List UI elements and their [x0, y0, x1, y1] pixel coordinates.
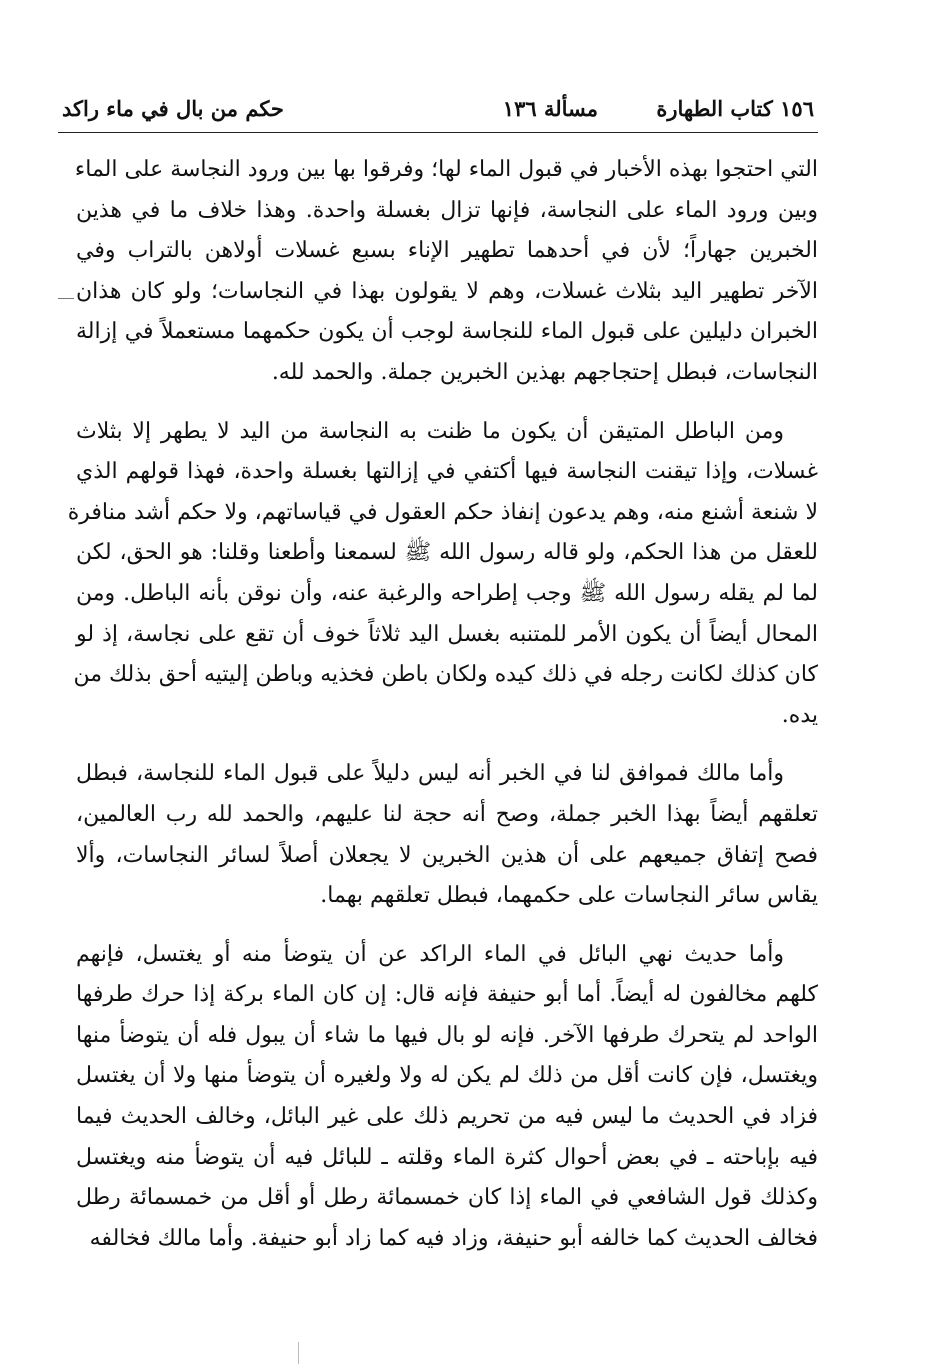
paragraph	[76, 935, 818, 1260]
issue-number: مسألة ١٣٦	[502, 96, 598, 121]
text-line: فزاد في الحديث ما ليس فيه من تحريم ذلك على غير البائل، وخالف الحديث فيما	[76, 1104, 818, 1130]
main-text	[67, 150, 818, 1259]
text-line: الآخر تطهير اليد بثلاث غسلات، وهم لا يقولون بهذا في النجاسات؛ ولو كان هذان	[76, 278, 818, 304]
text-line: ويغتسل، فإن كانت أقل من ذلك لم يكن له ولا ولغيره أن يتوضأ منها ولا أن يغتسل	[76, 1063, 818, 1089]
text-line: التي احتجوا بهذه الأخبار في قبول الماء لها؛ وفرقوا بها بين ورود النجاسة على الماء	[74, 157, 818, 182]
running-header	[58, 92, 818, 133]
text-line: وأما مالك فموافق لنا في الخبر أنه ليس دليلاً على قبول الماء للنجاسة، فبطل	[76, 761, 784, 787]
margin-tick	[58, 298, 74, 299]
paragraph	[67, 412, 818, 737]
text-line: فصح إتفاق جميعهم على أن هذين الخبرين لا يجعلان أصلاً لسائر النجاسات، وألا	[76, 842, 818, 868]
scan-artifact-line	[298, 1342, 299, 1364]
text-line: يقاس سائر النجاسات على حكمهما، فبطل تعلقهم بهما.	[320, 883, 818, 909]
text-line: الواحد لم يتحرك طرفها الآخر. فإنه لو بال فيها ما شاء أن يبول فله أن يتوضأ منها	[76, 1022, 818, 1048]
text-line: كلهم مخالفون له أيضاً. أما أبو حنيفة فإنه قال: إن كان الماء بركة إذا حرك طرفها	[76, 982, 818, 1008]
text-line: وأما حديث نهي البائل في الماء الراكد عن أن يتوضأ منه أو يغتسل، فإنهم	[76, 941, 784, 967]
text-line: الخبرين جهاراً؛ لأن في أحدهما تطهير الإناء بسبع غسلات أولاهن بالتراب وفي	[76, 238, 818, 264]
section-topic: حكم من بال في ماء راكد	[62, 96, 284, 121]
text-line: فيه بإباحته ـ في بعض أحوال كثرة الماء وقلته ـ للبائل فيه أن يتوضأ منه ويغتسل	[76, 1144, 818, 1170]
text-line: لما لم يقله رسول الله ﷺ وجب إطراحه والرغبة عنه، وأن نوقن بأنه الباطل. ومن	[76, 580, 818, 606]
text-line: للعقل من هذا الحكم، ولو قاله رسول الله ﷺ لسمعنا وأطعنا وقلنا: هو الحق، لكن	[76, 540, 818, 566]
page-number-and-book-title: ١٥٦ كتاب الطهارة	[656, 96, 814, 121]
text-line: ومن الباطل المتيقن أن يكون ما ظنت به النجاسة من اليد لا يطهر إلا بثلاث	[76, 418, 784, 444]
text-line: النجاسات، فبطل إحتجاجهم بهذين الخبرين جملة. والحمد لله.	[271, 359, 818, 385]
paragraph	[76, 150, 818, 394]
text-line: تعلقهم أيضاً بهذا الخبر جملة، وصح أنه حجة لنا عليهم، والحمد لله رب العالمين،	[76, 801, 818, 827]
text-line: الخبران دليلين على قبول الماء للنجاسة لوجب أن يكون حكمهما مستعملاً في إزالة	[76, 319, 818, 345]
text-line: لا شنعة أشنع منه، وهم يدعون إنفاذ حكم العقول في قياساتهم، ولا حكم أشد منافرة	[67, 499, 818, 525]
text-line: فخالف الحديث كما خالفه أبو حنيفة، وزاد فيه كما زاد أبو حنيفة. وأما مالك فخالفه	[89, 1225, 818, 1251]
text-line: يده.	[781, 702, 818, 728]
text-line: وكذلك قول الشافعي في الماء إذا كان خمسمائة رطل أو أقل من خمسمائة رطل	[76, 1185, 818, 1211]
paragraph	[76, 754, 818, 916]
text-line: كان كذلك لكانت رجله في ذلك كيده ولكان باطن فخذيه وباطن إليتيه أحق بذلك من	[73, 662, 818, 688]
text-line: المحال أيضاً أن يكون الأمر للمتنبه بغسل اليد ثلاثاً خوف أن تقع على نجاسة، إذ لو	[76, 621, 818, 647]
text-line: غسلات، وإذا تيقنت النجاسة فيها أكتفي في إزالتها بغسلة واحدة، فهذا قولهم الذي	[76, 459, 818, 485]
text-line: وبين ورود الماء على النجاسة، فإنها تزال بغسلة واحدة. وهذا خلاف ما في هذين	[76, 197, 818, 223]
